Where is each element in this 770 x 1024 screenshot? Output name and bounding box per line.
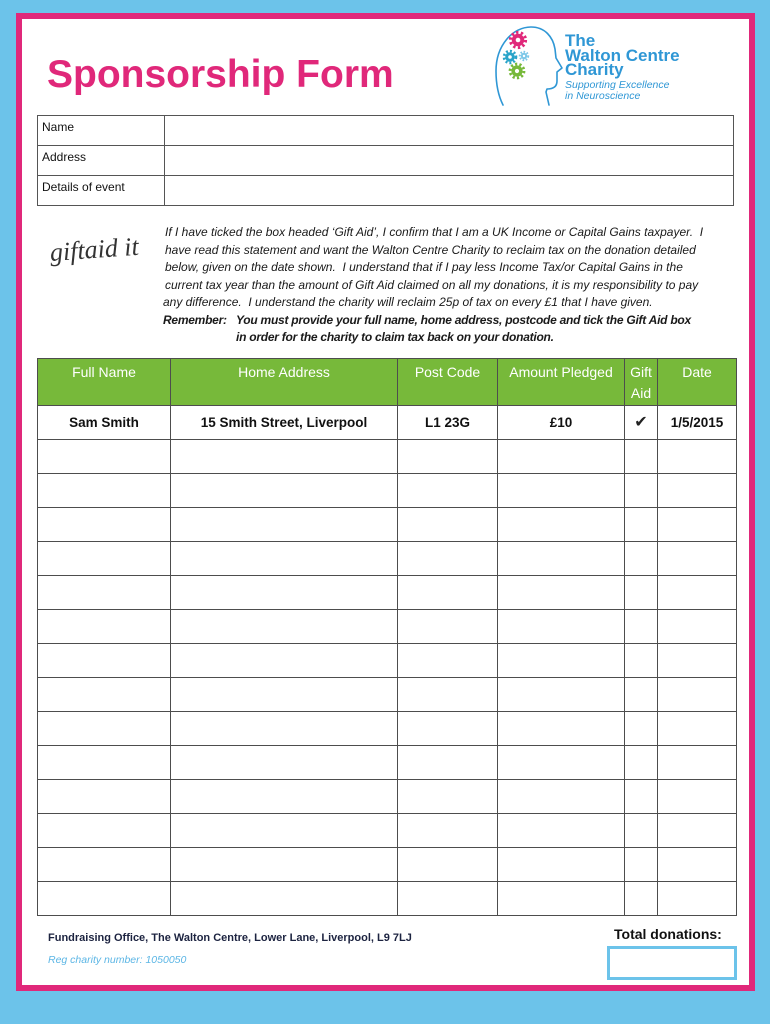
address-field[interactable]	[165, 146, 734, 176]
checkmark-icon: ✔	[634, 412, 648, 431]
cell-full-name[interactable]	[38, 610, 171, 644]
cell-gift-aid[interactable]	[625, 644, 658, 678]
event-details-field[interactable]	[165, 176, 734, 206]
cell-post-code[interactable]: L1 23G	[398, 406, 498, 440]
cell-amount-pledged[interactable]: £10	[498, 406, 625, 440]
name-field[interactable]	[165, 116, 734, 146]
cell-gift-aid[interactable]	[625, 848, 658, 882]
details-row-name	[38, 116, 734, 146]
cell-post-code[interactable]	[398, 780, 498, 814]
cell-full-name[interactable]	[38, 440, 171, 474]
header-date: Date	[658, 359, 737, 406]
cell-post-code[interactable]	[398, 678, 498, 712]
cell-home-address[interactable]	[171, 610, 398, 644]
cell-date[interactable]	[658, 474, 737, 508]
table-row	[38, 746, 737, 780]
table-row	[38, 576, 737, 610]
cell-full-name[interactable]	[38, 712, 171, 746]
blue-gear-icon	[520, 52, 528, 60]
details-row-event	[38, 176, 734, 206]
cell-date[interactable]	[658, 576, 737, 610]
cell-date[interactable]	[658, 814, 737, 848]
cell-full-name[interactable]: Sam Smith	[38, 406, 171, 440]
cell-gift-aid[interactable]	[625, 746, 658, 780]
cell-amount-pledged[interactable]	[498, 508, 625, 542]
cell-full-name[interactable]	[38, 780, 171, 814]
head-gears-icon	[493, 25, 565, 109]
table-body	[38, 406, 737, 916]
logo-name-line: Walton Centre	[565, 45, 680, 65]
cell-post-code[interactable]	[398, 882, 498, 916]
declaration-line: any difference. I understand the charity will reclaim 25p of tax on every £1 that I have given.	[163, 295, 653, 309]
cell-gift-aid[interactable]	[625, 406, 658, 440]
cell-home-address[interactable]	[171, 542, 398, 576]
gift-aid-declaration	[163, 224, 703, 347]
cell-home-address[interactable]	[171, 882, 398, 916]
cell-gift-aid[interactable]	[625, 780, 658, 814]
pink-gear-icon	[510, 32, 525, 47]
cell-gift-aid[interactable]	[625, 882, 658, 916]
table-row	[38, 882, 737, 916]
cell-date[interactable]: 1/5/2015	[658, 406, 737, 440]
cell-home-address[interactable]	[171, 814, 398, 848]
cell-home-address[interactable]	[171, 508, 398, 542]
header-full-name: Full Name	[38, 359, 171, 406]
remember-text: in order for the charity to claim tax back on your donation.	[236, 330, 554, 344]
cell-amount-pledged[interactable]	[498, 474, 625, 508]
cell-amount-pledged[interactable]	[498, 746, 625, 780]
event-details-label: Details of event	[38, 176, 165, 206]
cell-amount-pledged[interactable]	[498, 814, 625, 848]
remember-line	[163, 312, 703, 330]
declaration-line: have read this statement and want the Walton Centre Charity to reclaim tax on the donation detailed	[165, 242, 696, 257]
teal-gear-icon	[504, 51, 516, 63]
cell-amount-pledged[interactable]	[498, 610, 625, 644]
remember-label: Remember:	[163, 312, 227, 327]
cell-amount-pledged[interactable]	[498, 882, 625, 916]
cell-date[interactable]	[658, 644, 737, 678]
cell-home-address[interactable]	[171, 474, 398, 508]
cell-post-code[interactable]	[398, 576, 498, 610]
cell-home-address[interactable]	[171, 644, 398, 678]
cell-full-name[interactable]	[38, 576, 171, 610]
cell-amount-pledged[interactable]	[498, 644, 625, 678]
cell-post-code[interactable]	[398, 474, 498, 508]
cell-gift-aid[interactable]	[625, 678, 658, 712]
cell-date[interactable]	[658, 882, 737, 916]
table-row	[38, 712, 737, 746]
cell-home-address[interactable]	[171, 678, 398, 712]
cell-date[interactable]	[658, 746, 737, 780]
gift-aid-logo: giftaid it	[48, 231, 140, 267]
logo-tagline	[565, 80, 669, 102]
cell-post-code[interactable]	[398, 848, 498, 882]
declaration-line: If I have ticked the box headed ‘Gift Aid’, I confirm that I am a UK Income or Capital Gains taxpayer. I	[165, 225, 704, 239]
office-address: Fundraising Office, The Walton Centre, Lower Lane, Liverpool, L9 7LJ	[48, 932, 412, 944]
table-row	[38, 508, 737, 542]
green-gear-icon	[510, 64, 524, 78]
logo-tagline-line: Supporting Excellence	[565, 79, 670, 91]
cell-full-name[interactable]	[38, 882, 171, 916]
cell-post-code[interactable]	[398, 440, 498, 474]
sponsor-details-table	[37, 115, 734, 206]
cell-amount-pledged[interactable]	[498, 678, 625, 712]
table-header-row	[38, 359, 737, 406]
cell-full-name[interactable]	[38, 542, 171, 576]
cell-post-code[interactable]	[398, 814, 498, 848]
logo-name-line: The	[565, 31, 596, 50]
declaration-line: current tax year than the amount of Gift Aid claimed on all my donations, it is my responsibility to pay	[165, 277, 699, 292]
cell-amount-pledged[interactable]	[498, 848, 625, 882]
logo-name	[565, 31, 680, 79]
cell-home-address[interactable]	[171, 712, 398, 746]
cell-full-name[interactable]	[38, 474, 171, 508]
cell-gift-aid[interactable]	[625, 474, 658, 508]
logo-tagline-line: in Neuroscience	[565, 90, 641, 102]
cell-amount-pledged[interactable]	[498, 780, 625, 814]
table-row	[38, 780, 737, 814]
header-post-code: Post Code	[398, 359, 498, 406]
sponsorship-table	[37, 358, 737, 916]
cell-amount-pledged[interactable]	[498, 440, 625, 474]
cell-home-address[interactable]	[171, 440, 398, 474]
cell-gift-aid[interactable]	[625, 542, 658, 576]
cell-post-code[interactable]	[398, 746, 498, 780]
total-donations-label: Total donations:	[614, 926, 722, 942]
table-row	[38, 678, 737, 712]
cell-date[interactable]	[658, 610, 737, 644]
cell-gift-aid[interactable]	[625, 576, 658, 610]
cell-date[interactable]	[658, 440, 737, 474]
cell-date[interactable]	[658, 542, 737, 576]
cell-post-code[interactable]	[398, 610, 498, 644]
cell-date[interactable]	[658, 848, 737, 882]
cell-amount-pledged[interactable]	[498, 712, 625, 746]
table-row	[38, 814, 737, 848]
cell-date[interactable]	[658, 678, 737, 712]
cell-post-code[interactable]	[398, 508, 498, 542]
cell-home-address[interactable]	[171, 746, 398, 780]
remember-text: You must provide your full name, home address, postcode and tick the Gift Aid box	[236, 312, 691, 327]
cell-amount-pledged[interactable]	[498, 542, 625, 576]
cell-date[interactable]	[658, 712, 737, 746]
cell-full-name[interactable]	[38, 678, 171, 712]
table-row	[38, 848, 737, 882]
cell-amount-pledged[interactable]	[498, 576, 625, 610]
cell-full-name[interactable]	[38, 508, 171, 542]
cell-gift-aid[interactable]	[625, 712, 658, 746]
cell-full-name[interactable]	[38, 814, 171, 848]
head-outline	[496, 27, 562, 105]
cell-post-code[interactable]	[398, 542, 498, 576]
cell-date[interactable]	[658, 780, 737, 814]
cell-home-address[interactable]	[171, 576, 398, 610]
cell-post-code[interactable]	[398, 712, 498, 746]
cell-full-name[interactable]	[38, 848, 171, 882]
cell-gift-aid[interactable]	[625, 440, 658, 474]
table-row	[38, 542, 737, 576]
cell-gift-aid[interactable]	[625, 814, 658, 848]
page-title: Sponsorship Form	[47, 53, 394, 96]
logo-name-line: Charity	[565, 60, 624, 79]
cell-home-address[interactable]	[171, 848, 398, 882]
charity-reg-number: Reg charity number: 1050050	[48, 954, 187, 966]
name-label: Name	[38, 116, 165, 146]
declaration-line: below, given on the date shown. I understand that if I pay less Income Tax/or Capital Gains in the	[165, 260, 683, 274]
cell-gift-aid[interactable]	[625, 508, 658, 542]
table-row	[38, 644, 737, 678]
cell-home-address[interactable]	[171, 780, 398, 814]
total-donations-field[interactable]	[607, 946, 737, 980]
header-amount-pledged: Amount Pledged	[498, 359, 625, 406]
details-row-address	[38, 146, 734, 176]
table-row	[38, 440, 737, 474]
cell-post-code[interactable]	[398, 644, 498, 678]
cell-full-name[interactable]	[38, 746, 171, 780]
address-label: Address	[38, 146, 165, 176]
header-gift-aid: Gift Aid	[625, 359, 658, 406]
header-home-address: Home Address	[171, 359, 398, 406]
table-row	[38, 406, 737, 440]
cell-date[interactable]	[658, 508, 737, 542]
cell-full-name[interactable]	[38, 644, 171, 678]
cell-home-address[interactable]: 15 Smith Street, Liverpool	[171, 406, 398, 440]
table-row	[38, 474, 737, 508]
cell-gift-aid[interactable]	[625, 610, 658, 644]
table-row	[38, 610, 737, 644]
